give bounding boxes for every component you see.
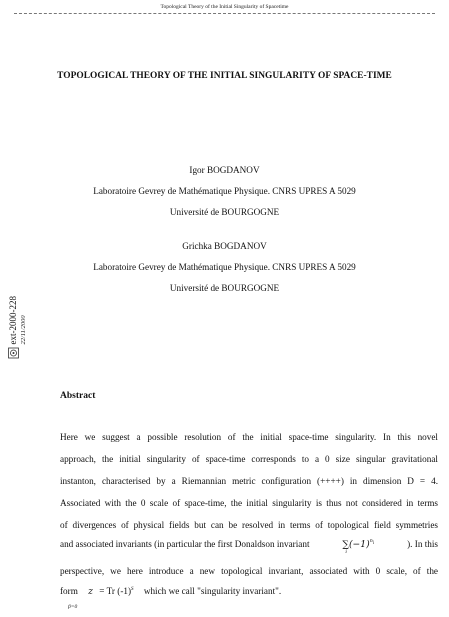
exponent-index: i: [372, 540, 375, 546]
author-lab: Laboratoire Gevrey de Mathématique Physique. CNRS UPRES A 5029: [93, 262, 356, 272]
cern-logo-icon: [8, 348, 19, 359]
exponent: n: [369, 538, 373, 545]
formula-trace: = Tr (-1): [99, 586, 132, 596]
header-rule: [14, 13, 435, 14]
formula-z: z: [88, 586, 93, 597]
formula-subscript: β=0: [68, 604, 78, 610]
report-number: ext-2000-228: [8, 296, 18, 345]
author-university: Université de BOURGOGNE: [169, 207, 280, 217]
abstract-line: perspective, we here introduce a new topological invariant, associated with 0 scale, of the: [60, 566, 438, 576]
abstract-text: form: [60, 586, 78, 596]
author-block-1: [0, 160, 449, 223]
author-university: Université de BOURGOGNE: [169, 283, 280, 293]
stamp-date: 22/11/2000: [19, 315, 27, 345]
sum-symbol: ∑(−1): [342, 538, 370, 550]
abstract-text: and associated invariants (in particular the first Donaldson invariant: [60, 539, 310, 549]
sum-index: i: [345, 548, 347, 555]
paper-title: TOPOLOGICAL THEORY OF THE INITIAL SINGULARITY OF SPACE-TIME: [57, 71, 392, 81]
author-name: Igor BOGDANOV: [189, 165, 260, 175]
archive-stamp: [2, 264, 32, 359]
abstract-heading: Abstract: [60, 391, 96, 401]
abstract-line: instanton, characterised by a Riemannian metric configuration (++++) in dimension D = 4.: [60, 476, 438, 486]
abstract-line: Here we suggest a possible resolution of the initial space-time singularity. In this novel: [60, 432, 438, 442]
abstract-line-with-formula: [60, 586, 438, 597]
abstract-line-with-formula: [60, 534, 438, 554]
abstract-line: Associated with the 0 scale of space-time, the initial singularity is thus not considered in terms: [60, 498, 438, 508]
author-lab: Laboratoire Gevrey de Mathématique Physique. CNRS UPRES A 5029: [93, 186, 356, 196]
abstract-line: of divergences of physical fields but can be resolved in terms of topological field symmetries: [60, 520, 438, 530]
donaldson-invariant-formula: [342, 538, 375, 555]
running-head: Topological Theory of the Initial Singularity of Spacetime: [160, 4, 289, 10]
abstract-line: approach, the initial singularity of space-time corresponds to a 0 size singular gravitational: [60, 454, 438, 464]
author-block-2: [0, 236, 449, 299]
abstract-text: ). In this: [407, 539, 438, 549]
formula-exponent: S: [131, 586, 134, 592]
abstract-text: which we call "singularity invariant".: [143, 586, 282, 596]
author-name: Grichka BOGDANOV: [182, 241, 267, 251]
